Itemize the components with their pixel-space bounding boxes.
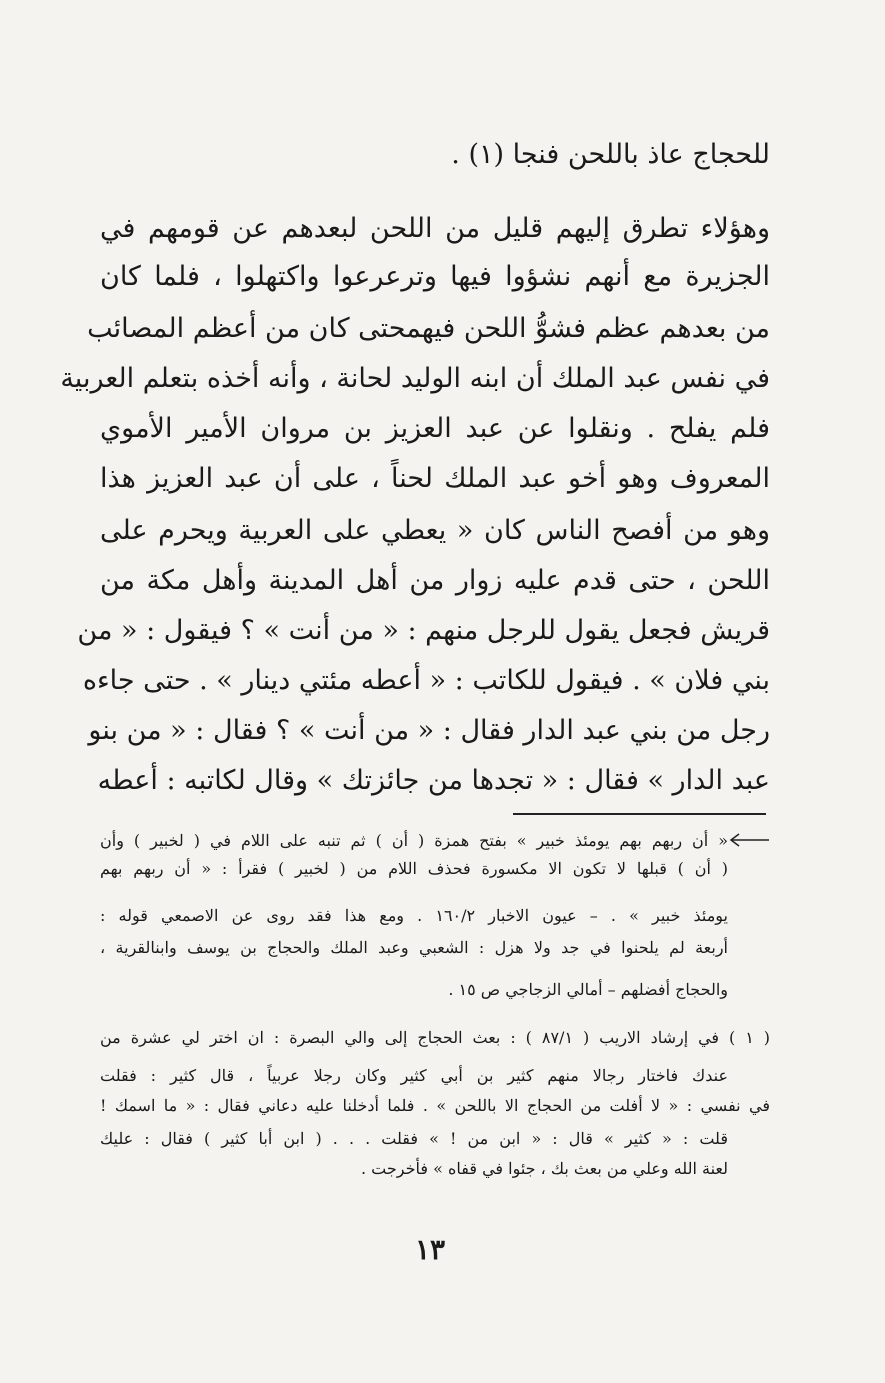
text-line: في نفس عبد الملك أن ابنه الوليد لحانة ، وأنه أخذه بتعلم العربية bbox=[60, 363, 770, 394]
footnote-line: والحجاج أفضلهم – أمالي الزجاجي ص ١٥ . bbox=[448, 980, 728, 999]
text-line: بني فلان » . فيقول للكاتب : « أعطه مئتي دينار » . حتى جاءه bbox=[82, 665, 770, 696]
text-line: رجل من بني عبد الدار فقال : « من أنت » ؟ فقال : « من بنو bbox=[88, 715, 770, 746]
footnote-line: في نفسي : « لا أفلت من الحجاج الا باللحن » . فلما أدخلنا عليه دعاني فقال : « ما اسمك ! bbox=[100, 1096, 770, 1115]
footnote-line: ( ١ ) في إرشاد الاريب ( ٨٧/١ ) : بعث الحجاج إلى والي البصرة : ان اختر لي عشرة من bbox=[100, 1028, 771, 1047]
text-line: وهؤلاء تطرق إليهم قليل من اللحن لبعدهم عن قومهم في bbox=[100, 213, 770, 244]
footnote-line: يومئذ خبير » . – عيون الاخبار ١٦٠/٢ . ومع هذا فقد روى عن الاصمعي قوله : bbox=[100, 906, 729, 925]
text-line: وهو من أفصح الناس كان « يعطي على العربية ويحرم على bbox=[100, 515, 770, 546]
footnote-line: عندك فاختار رجالا منهم كثير بن أبي كثير وكان رجلا عربياً ، قال كثير : فقلت bbox=[100, 1066, 728, 1085]
footnote-separator bbox=[513, 813, 766, 815]
footnote-line: أربعة لم يلحنوا في جد ولا هزل : الشعبي وعبد الملك والحجاج بن يوسف وابنالقرية ، bbox=[100, 938, 728, 957]
footnote-line: قلت : « كثير » قال : « ابن من ! » فقلت . . . ( ابن أبا كثير ) فقال : عليك bbox=[100, 1129, 729, 1148]
page-number: ١٣ bbox=[414, 1233, 446, 1266]
text-line: المعروف وهو أخو عبد الملك لحناً ، على أن عبد العزيز هذا bbox=[100, 463, 770, 494]
text-line: الجزيرة مع أنهم نشؤوا فيها وترعرعوا واكتهلوا ، فلما كان bbox=[100, 261, 770, 292]
text-line: من بعدهم عظم فشوُّ اللحن فيهمحتى كان من أعظم المصائب bbox=[87, 313, 770, 344]
footnote-line: « أن ربهم بهم يومئذ خبير » بفتح همزة ( أن ) ثم تنبه على اللام في ( لخبير ) وأن bbox=[100, 831, 728, 850]
text-line: فلم يفلح . ونقلوا عن عبد العزيز بن مروان الأمير الأموي bbox=[100, 413, 770, 444]
footnote-line: لعنة الله وعلي من بعث بك ، جئوا في قفاه » فأخرجت . bbox=[361, 1159, 728, 1178]
text-line: قريش فجعل يقول للرجل منهم : « من أنت » ؟ فيقول : « من bbox=[77, 615, 770, 646]
text-line: اللحن ، حتى قدم عليه زوار من أهل المدينة وأهل مكة من bbox=[100, 565, 770, 596]
text-line: عبد الدار » فقال : « تجدها من جائزتك » وقال لكاتبه : أعطه bbox=[97, 765, 770, 796]
continuation-arrow-icon bbox=[728, 833, 770, 847]
text-line: للحجاج عاذ باللحن فنجا (١) . bbox=[451, 139, 770, 170]
footnote-line: ( أن ) قبلها لا تكون الا مكسورة فحذف اللام من ( لخبير ) فقرأ : « أن ربهم بهم bbox=[100, 859, 728, 878]
